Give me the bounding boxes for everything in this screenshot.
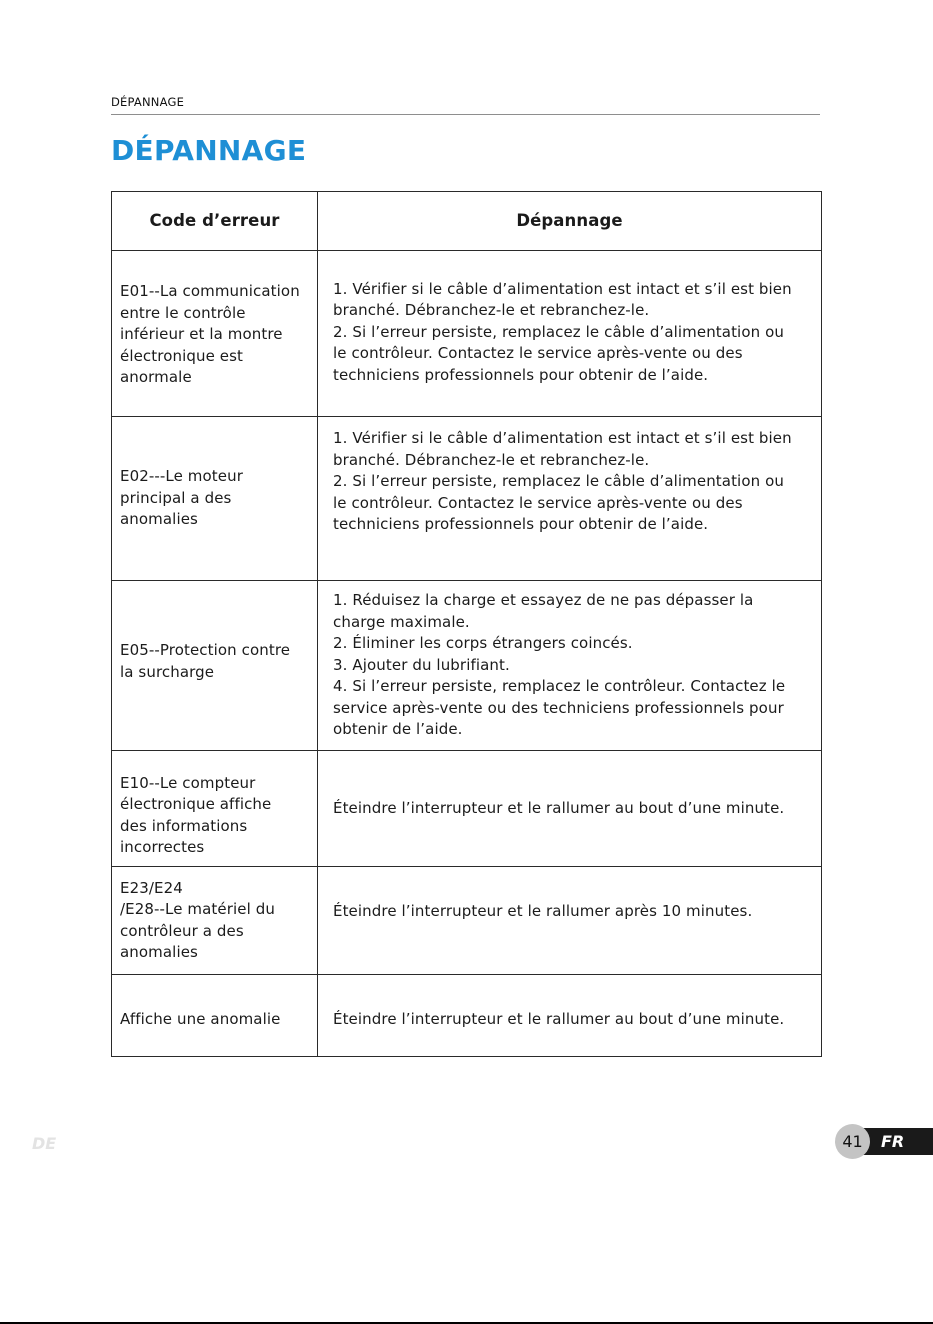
error-code-text: E23/E24 /E28--Le matériel du contrôleur a des anomalies	[120, 878, 275, 961]
fix-text: 1. Vérifier si le câble d’alimentation est intact et s’il est bien branché. Débranchez-le et rebranchez-le. 2. Si l’erreur persiste, remplacez le câble d’alimentation ou le contrôleur. Contactez le service après-vente ou des techniciens professionnels pour obtenir de l’aide.	[333, 429, 792, 533]
fix-cell	[318, 581, 822, 751]
fix-text: 1. Vérifier si le câble d’alimentation est intact et s’il est bien branché. Débranchez-le et rebranchez-le. 2. Si l’erreur persiste, remplacez le câble d’alimentation ou le contrôleur. Contactez le service après-vente ou des techniciens professionnels pour obtenir de l’aide.	[333, 279, 792, 384]
table-row	[112, 867, 822, 975]
fix-cell	[318, 975, 822, 1057]
fix-text: 1. Réduisez la charge et essayez de ne pas dépasser la charge maximale. 2. Éliminer les corps étrangers coincés. 3. Ajouter du lubrifiant. 4. Si l’erreur persiste, remplacez le contrôleur. Contactez le service après-vente ou des techniciens professionnels pour obtenir de l’aide.	[333, 591, 786, 739]
fix-cell	[318, 751, 822, 867]
page-number-badge: 41	[835, 1124, 870, 1159]
error-code-text: E01--La communication entre le contrôle inférieur et la montre électronique est anormale	[120, 282, 300, 387]
page-title: DÉPANNAGE	[111, 134, 307, 167]
column-header-code: Code d’erreur	[112, 192, 318, 251]
table-row	[112, 751, 822, 867]
header-divider	[111, 114, 820, 115]
error-code-text: E05--Protection contre la surcharge	[120, 641, 291, 681]
fix-cell	[318, 251, 822, 417]
table-row	[112, 251, 822, 417]
running-header: DÉPANNAGE	[111, 95, 185, 109]
troubleshooting-table	[111, 191, 822, 1057]
error-code-cell	[112, 975, 318, 1057]
fix-cell	[318, 867, 822, 975]
table-row	[112, 417, 822, 581]
footer-language-de: DE	[32, 1134, 57, 1153]
table-row	[112, 975, 822, 1057]
fix-text: Éteindre l’interrupteur et le rallumer au bout d’une minute.	[333, 798, 785, 817]
fix-cell	[318, 417, 822, 581]
column-header-fix: Dépannage	[318, 192, 822, 251]
table-header-row	[112, 192, 822, 251]
error-code-text: E02---Le moteur principal a des anomalies	[120, 467, 243, 529]
error-code-cell	[112, 417, 318, 581]
table-row	[112, 581, 822, 751]
error-code-text: E10--Le compteur électronique affiche des informations incorrectes	[120, 773, 272, 856]
error-code-cell	[112, 581, 318, 751]
error-code-text: Affiche une anomalie	[120, 1009, 281, 1028]
fix-text: Éteindre l’interrupteur et le rallumer au bout d’une minute.	[333, 1009, 785, 1028]
fix-text: Éteindre l’interrupteur et le rallumer après 10 minutes.	[333, 901, 753, 920]
error-code-cell	[112, 751, 318, 867]
troubleshooting-table-container	[111, 191, 821, 1057]
footer-language-fr: FR	[881, 1132, 905, 1151]
error-code-cell	[112, 867, 318, 975]
error-code-cell	[112, 251, 318, 417]
